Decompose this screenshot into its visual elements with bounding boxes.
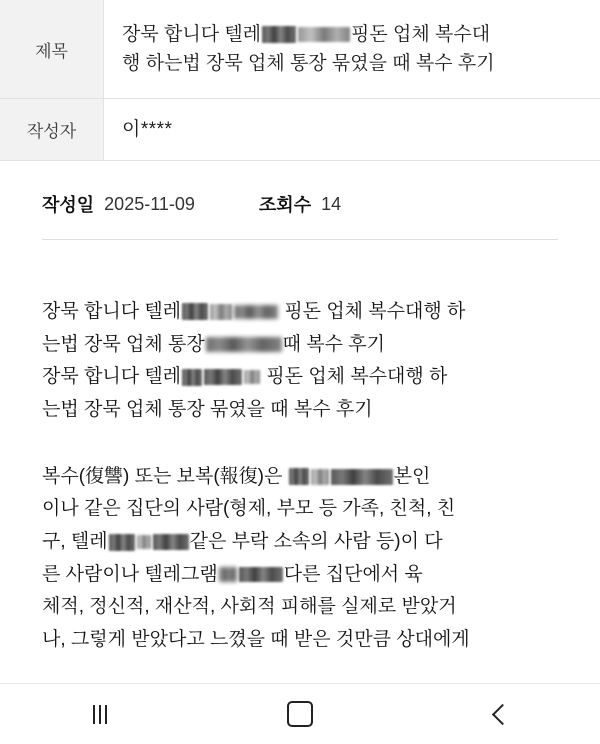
- post-paragraph-2: [42, 461, 558, 657]
- post-subinfo: [42, 161, 558, 240]
- post-views-value: 14: [321, 193, 342, 214]
- post-paragraph-1: [42, 296, 558, 427]
- redacted-block-b3: [234, 305, 278, 319]
- redacted-block-b7: [244, 370, 260, 384]
- post-title-text-1: 장묵 합니다 텔레: [122, 23, 262, 45]
- redacted-block-c5: [137, 535, 151, 549]
- post-date-value: 2025-11-09: [104, 193, 195, 214]
- back-button[interactable]: [465, 691, 535, 737]
- body-text-11: 구, 텔레: [42, 531, 108, 553]
- body-text-4: 때 복수 후기: [282, 333, 385, 355]
- back-arrow-icon: [491, 703, 512, 724]
- redacted-block-b1: [182, 303, 208, 320]
- body-text-2: 핑돈 업체 복수대행 하: [284, 301, 466, 322]
- redacted-block-c3: [331, 469, 393, 485]
- redacted-block-b4: [206, 337, 282, 352]
- body-text-3: 는법 장묵 업체 통장: [42, 333, 205, 355]
- redacted-block-b6: [204, 369, 242, 385]
- redacted-block-c7: [219, 567, 237, 582]
- redacted-block-title-2: [298, 27, 350, 42]
- label-views: 조회수: [258, 195, 312, 215]
- redacted-block-c2: [311, 469, 329, 485]
- body-text-15: 체적, 정신적, 재산적, 사회적 피해를 실제로 받았거: [42, 596, 457, 618]
- post-title-text-2: 핑돈 업체 복수대: [351, 23, 491, 45]
- recents-button[interactable]: [65, 691, 135, 737]
- post-title-value: [104, 0, 600, 99]
- label-title: 제목: [0, 0, 104, 99]
- body-text-7: 는법 장묵 업체 통장 묶였을 때 복수 후기: [42, 399, 373, 421]
- redacted-block-title-1: [262, 26, 296, 43]
- redacted-block-b2: [210, 304, 232, 320]
- home-icon: [287, 701, 313, 727]
- redacted-block-c4: [109, 534, 135, 551]
- body-text-6: 핑돈 업체 복수대행 하: [266, 366, 448, 388]
- body-text-9: 본인: [393, 465, 431, 487]
- home-button[interactable]: [265, 691, 335, 737]
- table-row-author: [0, 99, 600, 161]
- body-text-14: 다른 집단에서 육: [283, 563, 423, 585]
- recents-icon: [93, 705, 107, 724]
- body-text-13: 른 사람이나 텔레그램: [42, 563, 218, 585]
- body-text-12: 같은 부락 소속의 사람 등)이 다: [189, 531, 443, 553]
- post-title-text-3: 행 하는법 장묵 업체 통장 묶였을 때 복수 후기: [122, 53, 495, 74]
- redacted-block-c6: [153, 534, 189, 550]
- redacted-block-c8: [239, 567, 283, 582]
- body-text-8: 복수(復讐) 또는 보복(報復)은: [42, 465, 283, 487]
- body-text-16: 나, 그렇게 받았다고 느꼈을 때 받은 것만큼 상대에게: [42, 629, 470, 651]
- label-date: 작성일: [42, 195, 95, 215]
- post-author-value: 이****: [122, 118, 173, 140]
- redacted-block-c1: [289, 468, 309, 485]
- post-body: [0, 240, 600, 744]
- label-author: 작성자: [0, 99, 104, 161]
- body-text-5: 장묵 합니다 텔레: [42, 366, 182, 388]
- body-text-10: 이나 같은 집단의 사람(형제, 부모 등 가족, 친척, 친: [42, 498, 456, 520]
- redacted-block-b5: [182, 369, 202, 386]
- post-meta-table: [0, 0, 600, 161]
- table-row-title: [0, 0, 600, 99]
- android-navigation-bar: [0, 683, 600, 744]
- body-text-1: 장묵 합니다 텔레: [42, 301, 182, 322]
